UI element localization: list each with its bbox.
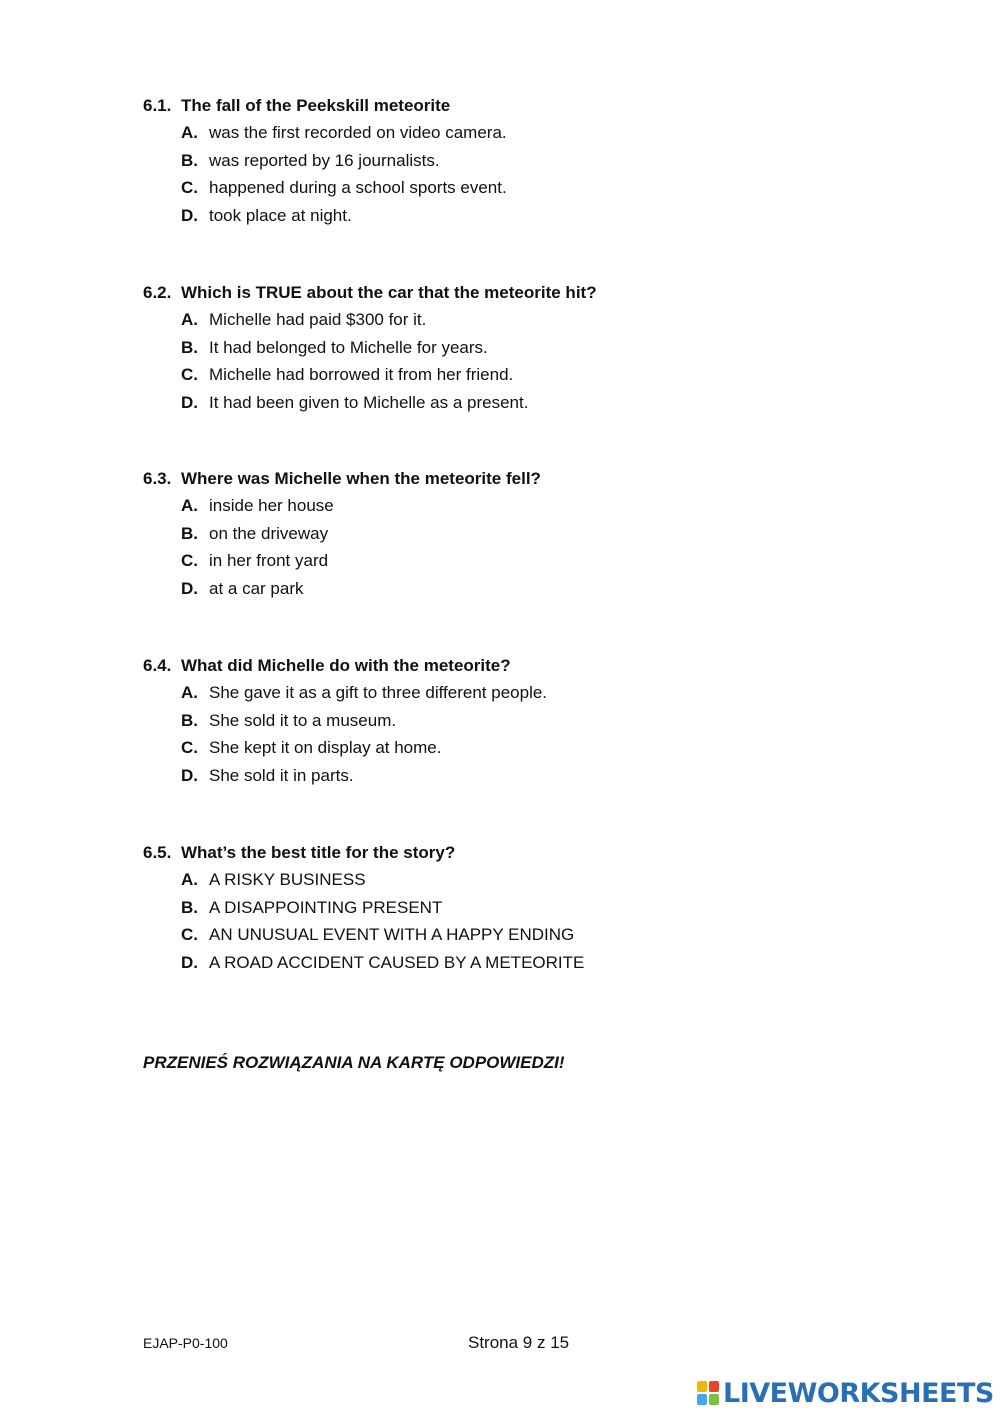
- option-b[interactable]: [181, 337, 903, 365]
- question-title: [143, 468, 903, 490]
- question-title: [143, 95, 903, 117]
- question-text: What did Michelle do with the meteorite?: [181, 656, 511, 675]
- option-letter: D.: [181, 765, 198, 785]
- option-text: She gave it as a gift to three different people.: [209, 683, 548, 702]
- question-number: 6.1.: [143, 96, 172, 115]
- transfer-answers-instruction: PRZENIEŚ ROZWIĄZANIA NA KARTĘ ODPOWIEDZI!: [143, 1053, 565, 1072]
- question-text: Which is TRUE about the car that the meteorite hit?: [181, 283, 597, 302]
- option-letter: B.: [181, 897, 198, 917]
- option-c[interactable]: [181, 737, 903, 765]
- option-text: A RISKY BUSINESS: [209, 870, 366, 889]
- option-d[interactable]: [181, 765, 903, 793]
- option-text: Michelle had paid $300 for it.: [209, 310, 427, 329]
- option-text: at a car park: [209, 578, 304, 598]
- option-text: A ROAD ACCIDENT CAUSED BY A METEORITE: [209, 952, 585, 972]
- option-text: She sold it in parts.: [209, 765, 354, 785]
- option-text: was reported by 16 journalists.: [209, 150, 440, 170]
- logo-square-1: [697, 1381, 707, 1392]
- liveworksheets-logo[interactable]: [697, 1376, 994, 1410]
- question-number: 6.4.: [143, 656, 172, 675]
- option-text: inside her house: [209, 496, 334, 515]
- question-text: Where was Michelle when the meteorite fell?: [181, 469, 541, 488]
- option-letter: D.: [181, 952, 198, 972]
- option-letter: B.: [181, 523, 198, 543]
- option-d[interactable]: [181, 392, 903, 420]
- option-a[interactable]: [181, 869, 903, 897]
- option-text: Michelle had borrowed it from her friend.: [209, 365, 514, 384]
- option-letter: A.: [181, 123, 198, 142]
- option-letter: B.: [181, 710, 198, 730]
- option-c[interactable]: [181, 924, 903, 952]
- options-list: [181, 869, 903, 979]
- option-d[interactable]: [181, 205, 903, 233]
- logo-square-2: [709, 1381, 719, 1392]
- question-6-1: [143, 95, 903, 232]
- option-b[interactable]: [181, 897, 903, 925]
- option-text: took place at night.: [209, 205, 352, 225]
- question-title: [143, 282, 903, 304]
- option-text: A DISAPPOINTING PRESENT: [209, 897, 443, 917]
- option-letter: C.: [181, 178, 198, 197]
- options-list: [181, 122, 903, 232]
- logo-square-3: [697, 1394, 707, 1405]
- option-letter: A.: [181, 496, 198, 515]
- question-text: The fall of the Peekskill meteorite: [181, 96, 451, 115]
- option-a[interactable]: [181, 495, 903, 523]
- liveworksheets-icon: [697, 1381, 719, 1405]
- question-number: 6.3.: [143, 469, 172, 488]
- option-b[interactable]: [181, 150, 903, 178]
- options-list: [181, 682, 903, 792]
- option-letter: C.: [181, 551, 198, 570]
- page-number: Strona 9 z 15: [468, 1333, 570, 1352]
- option-text: She kept it on display at home.: [209, 738, 442, 757]
- option-letter: C.: [181, 738, 198, 757]
- question-6-5: [143, 842, 903, 979]
- option-letter: D.: [181, 392, 198, 412]
- question-text: What’s the best title for the story?: [181, 843, 456, 862]
- option-text: on the driveway: [209, 523, 329, 543]
- option-text: AN UNUSUAL EVENT WITH A HAPPY ENDING: [209, 925, 575, 944]
- question-6-2: [143, 282, 903, 419]
- exam-code: EJAP-P0-100: [143, 1335, 228, 1351]
- option-text: happened during a school sports event.: [209, 178, 507, 197]
- option-c[interactable]: [181, 550, 903, 578]
- option-letter: A.: [181, 683, 198, 702]
- question-number: 6.2.: [143, 283, 172, 302]
- option-letter: A.: [181, 310, 198, 329]
- logo-square-4: [709, 1394, 719, 1405]
- option-letter: D.: [181, 578, 198, 598]
- option-b[interactable]: [181, 523, 903, 551]
- brand-name: LIVEWORKSHEETS: [723, 1377, 994, 1409]
- option-letter: C.: [181, 925, 198, 944]
- option-b[interactable]: [181, 710, 903, 738]
- option-a[interactable]: [181, 122, 903, 150]
- option-text: It had belonged to Michelle for years.: [209, 337, 488, 357]
- option-text: in her front yard: [209, 551, 329, 570]
- option-letter: C.: [181, 365, 198, 384]
- option-letter: D.: [181, 205, 198, 225]
- option-a[interactable]: [181, 309, 903, 337]
- question-number: 6.5.: [143, 843, 172, 862]
- option-text: She sold it to a museum.: [209, 710, 397, 730]
- options-list: [181, 309, 903, 419]
- option-text: It had been given to Michelle as a present.: [209, 392, 529, 412]
- options-list: [181, 495, 903, 605]
- option-c[interactable]: [181, 177, 903, 205]
- question-6-3: [143, 468, 903, 605]
- option-c[interactable]: [181, 364, 903, 392]
- question-title: [143, 655, 903, 677]
- option-d[interactable]: [181, 578, 903, 606]
- option-letter: B.: [181, 150, 198, 170]
- option-a[interactable]: [181, 682, 903, 710]
- option-d[interactable]: [181, 952, 903, 980]
- option-letter: B.: [181, 337, 198, 357]
- option-text: was the first recorded on video camera.: [209, 123, 507, 142]
- question-title: [143, 842, 903, 864]
- option-letter: A.: [181, 870, 198, 889]
- question-6-4: [143, 655, 903, 792]
